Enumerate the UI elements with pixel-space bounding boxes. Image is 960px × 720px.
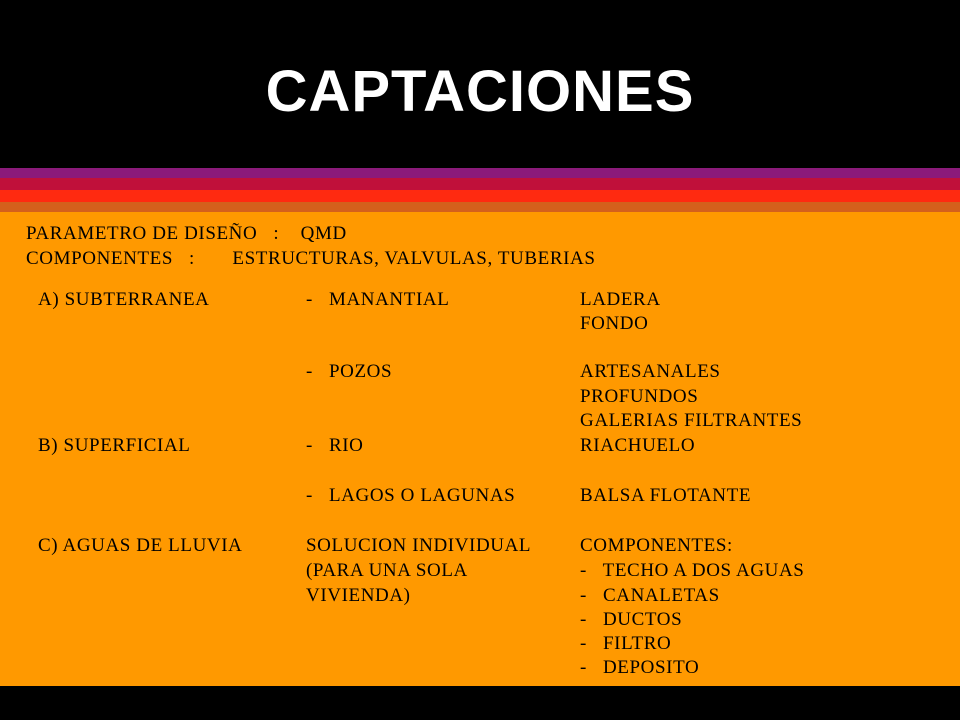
decorative-stripe-crimson bbox=[0, 178, 960, 190]
detail-ladera: LADERA bbox=[580, 289, 661, 310]
subtype-pozos: - POZOS bbox=[306, 361, 393, 382]
components-line: COMPONENTES : ESTRUCTURAS, VALVULAS, TUBERIAS bbox=[26, 248, 596, 269]
source-type-lluvia: C) AGUAS DE LLUVIA bbox=[38, 535, 243, 556]
subtype-solucion-line-1: SOLUCION INDIVIDUAL bbox=[306, 535, 532, 556]
detail-riachuelo: RIACHUELO bbox=[580, 435, 696, 456]
slide-title: CAPTACIONES bbox=[265, 59, 695, 124]
decorative-stripe-purple bbox=[0, 168, 960, 178]
source-type-subterranea: A) SUBTERRANEA bbox=[38, 289, 210, 310]
detail-balsa: BALSA FLOTANTE bbox=[580, 485, 752, 506]
detail-fondo: FONDO bbox=[580, 313, 649, 334]
source-type-superficial: B) SUPERFICIAL bbox=[38, 435, 191, 456]
subtype-solucion-line-2: (PARA UNA SOLA bbox=[306, 560, 468, 581]
detail-canaletas: - CANALETAS bbox=[580, 585, 720, 606]
subtype-manantial: - MANANTIAL bbox=[306, 289, 450, 310]
design-parameter-line: PARAMETRO DE DISEÑO : QMD bbox=[26, 223, 347, 244]
detail-techo: - TECHO A DOS AGUAS bbox=[580, 560, 805, 581]
subtype-rio: - RIO bbox=[306, 435, 364, 456]
detail-deposito: - DEPOSITO bbox=[580, 657, 700, 678]
subtype-lagos: - LAGOS O LAGUNAS bbox=[306, 485, 516, 506]
detail-ductos: - DUCTOS bbox=[580, 609, 683, 630]
content-panel bbox=[0, 212, 960, 686]
subtype-solucion-line-3: VIVIENDA) bbox=[306, 585, 411, 606]
decorative-stripe-red bbox=[0, 190, 960, 202]
detail-profundos: PROFUNDOS bbox=[580, 386, 699, 407]
detail-filtro: - FILTRO bbox=[580, 633, 672, 654]
detail-galerias: GALERIAS FILTRANTES bbox=[580, 410, 803, 431]
detail-artesanales: ARTESANALES bbox=[580, 361, 721, 382]
detail-componentes-heading: COMPONENTES: bbox=[580, 535, 733, 556]
